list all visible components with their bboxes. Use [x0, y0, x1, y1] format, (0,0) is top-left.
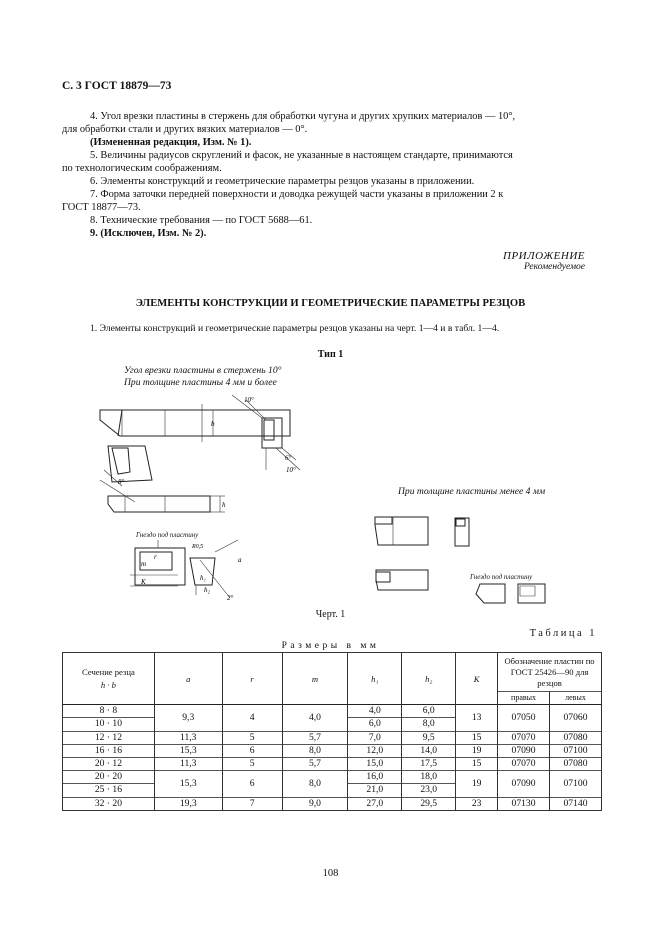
- dimensions-table: [62, 652, 602, 811]
- cell-m: 5,7: [282, 731, 348, 744]
- cell-left: 07100: [549, 744, 601, 757]
- label-angle-10-top: 10°: [244, 396, 254, 404]
- label-r-radius: R0,5: [192, 544, 204, 550]
- cell-a: 11,3: [154, 731, 222, 744]
- cell-left: 07140: [549, 797, 601, 810]
- label-h: h: [222, 501, 226, 509]
- cell-k: 19: [456, 771, 498, 797]
- appendix-subtitle: Рекомендуемое: [523, 262, 585, 272]
- cell-h1: 4,0: [348, 705, 402, 718]
- cell-r: 7: [222, 797, 282, 810]
- item-5-line-2: по технологическим соображениям.: [62, 163, 222, 174]
- cell-section: 10 · 10: [63, 718, 155, 731]
- thin-plate-slot-view: [376, 570, 545, 603]
- cell-r: 6: [222, 744, 282, 757]
- cell-right: 07050: [498, 705, 550, 731]
- item-6: 6. Элементы конструкций и геометрические параметры резцов указаны в приложении.: [90, 176, 475, 187]
- figure-caption-left-1: Угол врезки пластины в стержень 10°: [124, 365, 282, 376]
- label-angle-6: 6°: [285, 454, 292, 462]
- cell-h2: 6,0: [402, 705, 456, 718]
- cell-a: 11,3: [154, 758, 222, 771]
- appendix-title: ПРИЛОЖЕНИЕ: [503, 250, 585, 262]
- table-row: [63, 744, 602, 757]
- cell-right: 07090: [498, 744, 550, 757]
- cell-h2: 29,5: [402, 797, 456, 810]
- header-m: m: [282, 653, 348, 705]
- cell-h1: 16,0: [348, 771, 402, 784]
- cell-right: 07090: [498, 771, 550, 797]
- cell-k: 15: [456, 758, 498, 771]
- cell-h1: 12,0: [348, 744, 402, 757]
- slot-label-left: Гнездо под пластину: [136, 531, 199, 539]
- cell-m: 5,7: [282, 758, 348, 771]
- cell-r: 4: [222, 705, 282, 731]
- cell-h2: 23,0: [402, 784, 456, 797]
- table-label: Таблица 1: [529, 628, 597, 639]
- cell-m: 9,0: [282, 797, 348, 810]
- item-4-amendment-text: (Измененная редакция, Изм. № 1).: [90, 137, 252, 148]
- header-left: левых: [549, 692, 601, 705]
- header-h2: h₂: [402, 653, 456, 705]
- cell-h2: 9,5: [402, 731, 456, 744]
- header-r: r: [222, 653, 282, 705]
- cell-h1: 6,0: [348, 718, 402, 731]
- item-9-text: 9. (Исключен, Изм. № 2).: [90, 228, 207, 239]
- item-7-line-2: ГОСТ 18877—73.: [62, 202, 141, 213]
- cell-left: 07080: [549, 731, 601, 744]
- label-r: r: [154, 553, 157, 561]
- header-h1: h₁: [348, 653, 402, 705]
- table-row: [63, 731, 602, 744]
- cell-a: 15,3: [154, 771, 222, 797]
- cell-m: 8,0: [282, 771, 348, 797]
- label-h2: h₂: [204, 586, 210, 594]
- cell-left: 07100: [549, 771, 601, 797]
- page-number: 108: [322, 868, 339, 879]
- header-section-title: Сечение резца: [82, 667, 135, 678]
- label-m: m: [141, 560, 147, 568]
- cell-left: 07080: [549, 758, 601, 771]
- thin-plate-side-view: [375, 517, 469, 546]
- cell-left: 07060: [549, 705, 601, 731]
- cell-k: 19: [456, 744, 498, 757]
- header-section-sub: h · b: [100, 679, 116, 690]
- figure-caption-left-2: При толщине пластины 4 мм и более: [124, 377, 277, 388]
- item-5-line-1: 5. Величины радиусов скруглений и фасок, не указанные в настоящем стандарте, принимаются: [90, 150, 513, 161]
- cell-k: 15: [456, 731, 498, 744]
- cell-section: 12 · 12: [63, 731, 155, 744]
- section-intro: 1. Элементы конструкций и геометрические параметры резцов указаны на черт. 1—4 и в табл. 1—4.: [90, 323, 500, 334]
- cell-r: 6: [222, 771, 282, 797]
- label-b: b: [211, 420, 215, 428]
- cell-section: 16 · 16: [63, 744, 155, 757]
- label-a: a: [238, 556, 242, 564]
- cell-section: 25 · 16: [63, 784, 155, 797]
- item-4-line-2: для обработки стали и других вязких материалов — 0°.: [62, 124, 308, 135]
- dimensions-label: Размеры в мм: [281, 641, 380, 651]
- table-row: [63, 771, 602, 784]
- cell-section: 8 · 8: [63, 705, 155, 718]
- type-heading: Тип 1: [317, 349, 344, 360]
- table-row: [63, 705, 602, 718]
- cell-h2: 8,0: [402, 718, 456, 731]
- header-section: [63, 653, 155, 705]
- item-4-line-1: 4. Угол врезки пластины в стержень для обработки чугуна и других хрупких материалов — 10°,: [90, 111, 516, 122]
- cell-right: 07070: [498, 731, 550, 744]
- label-angle-8: 8°: [118, 478, 125, 486]
- section-title: ЭЛЕМЕНТЫ КОНСТРУКЦИИ И ГЕОМЕТРИЧЕСКИЕ ПАРАМЕТРЫ РЕЗЦОВ: [135, 298, 526, 309]
- label-angle-10-bottom: 10°: [286, 466, 296, 474]
- header-a: a: [154, 653, 222, 705]
- cell-right: 07130: [498, 797, 550, 810]
- label-h1: h₁: [200, 574, 206, 582]
- table-row: [63, 758, 602, 771]
- cell-r: 5: [222, 758, 282, 771]
- cell-h2: 18,0: [402, 771, 456, 784]
- cell-k: 13: [456, 705, 498, 731]
- cell-k: 23: [456, 797, 498, 810]
- cell-h1: 15,0: [348, 758, 402, 771]
- header-right: правых: [498, 692, 550, 705]
- cell-h2: 14,0: [402, 744, 456, 757]
- page-header: С. 3 ГОСТ 18879—73: [62, 80, 172, 92]
- cell-a: 19,3: [154, 797, 222, 810]
- header-plates: Обозначение пластин по ГОСТ 25426—90 для резцов: [498, 653, 602, 692]
- item-7-line-1: 7. Форма заточки передней поверхности и доводка режущей части указаны в приложении 2 к: [90, 189, 504, 200]
- cell-m: 4,0: [282, 705, 348, 731]
- cell-right: 07070: [498, 758, 550, 771]
- cell-r: 5: [222, 731, 282, 744]
- figure-caption-right: При толщине пластины менее 4 мм: [398, 486, 546, 497]
- label-k: K: [141, 578, 146, 586]
- slot-detail: [130, 540, 238, 598]
- cell-h1: 27,0: [348, 797, 402, 810]
- cell-a: 15,3: [154, 744, 222, 757]
- item-8: 8. Технические требования — по ГОСТ 5688—61.: [90, 215, 313, 226]
- header-k: K: [456, 653, 498, 705]
- cell-m: 8,0: [282, 744, 348, 757]
- cell-section: 32 · 20: [63, 797, 155, 810]
- cell-h1: 21,0: [348, 784, 402, 797]
- cell-section: 20 · 20: [63, 771, 155, 784]
- table-row: [63, 797, 602, 810]
- cell-a: 9,3: [154, 705, 222, 731]
- label-angle-2: 2°: [227, 594, 234, 602]
- figure-caption: Черт. 1: [315, 609, 346, 620]
- cell-h1: 7,0: [348, 731, 402, 744]
- cell-h2: 17,5: [402, 758, 456, 771]
- cutter-top-view: [100, 446, 152, 502]
- slot-label-right: Гнездо под пластину: [470, 573, 533, 581]
- cutter-side-view-lower: [108, 496, 225, 512]
- cell-section: 20 · 12: [63, 758, 155, 771]
